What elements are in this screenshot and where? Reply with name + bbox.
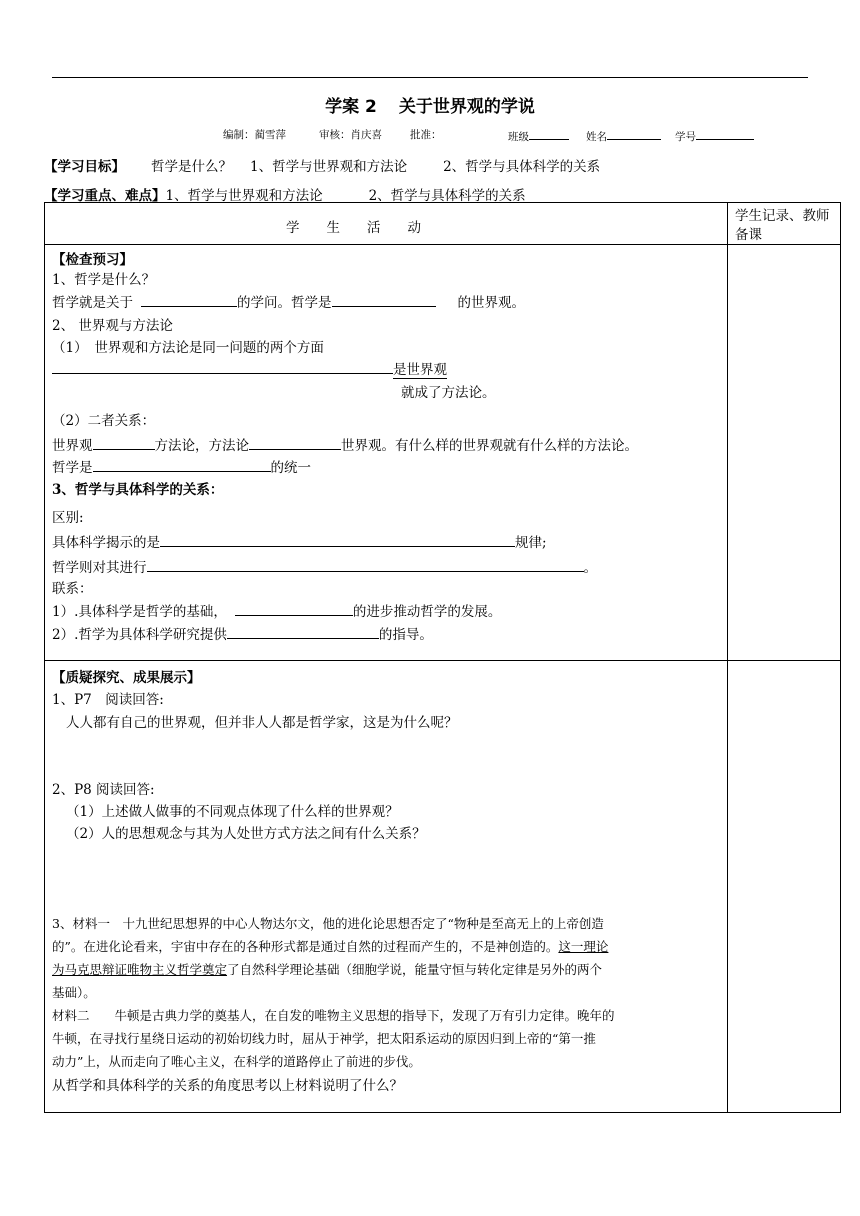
- explore-p8: 2、P8 阅读回答:: [52, 782, 155, 798]
- q1-text-c: 的世界观。: [457, 295, 525, 311]
- diff-2-text-b: 。: [583, 560, 597, 576]
- q1-text-a: 哲学就是关于: [52, 295, 133, 311]
- material-2-line-2: 牛顿，在寻找行星绕日运动的初始切线力时，屈从于神学，把太阳系运动的原因归到上帝的“第一推: [52, 1031, 596, 1046]
- final-question: 从哲学和具体科学的关系的角度思考以上材料说明了什么？: [52, 1078, 403, 1094]
- preview-heading: 【检查预习】: [52, 252, 133, 268]
- link-1-blank[interactable]: [235, 603, 353, 616]
- diff-1-blank[interactable]: [160, 534, 515, 547]
- explore-p8-question-1: （1）上述做人做事的不同观点体现了什么样的世界观？: [66, 804, 399, 820]
- learning-goals-question: 哲学是什么？: [151, 159, 232, 175]
- compiler-label: 编制：蔺雪萍: [223, 129, 286, 141]
- class-field[interactable]: [508, 127, 569, 144]
- q2-2-blank-2[interactable]: [249, 437, 341, 450]
- explore-p8-question-2: （2）人的思想观念与其为人处世方式方法之间有什么关系？: [66, 826, 426, 842]
- q2-3-text-a: 哲学是: [52, 460, 93, 476]
- preview-q1: 1、哲学是什么？: [52, 272, 156, 288]
- name-field[interactable]: [586, 127, 661, 144]
- header-rule: [52, 77, 808, 78]
- q2-2-text-b: 方法论，方法论: [154, 438, 249, 454]
- class-blank[interactable]: [529, 127, 569, 140]
- material-2-line-1: 材料二 牛顿是古典力学的奠基人，在自发的唯物主义思想的指导下，发现了万有引力定律。晚年的: [52, 1008, 615, 1023]
- preview-difference: 区别:: [52, 510, 84, 526]
- diff-1-text-b: 规律;: [515, 535, 547, 551]
- diff-2-text-a: 哲学则对其进行: [52, 560, 147, 576]
- material-1-line-4: 基础）。: [52, 985, 96, 1000]
- q2-1-blank-1[interactable]: [52, 361, 393, 374]
- material-2-line-3: 动力”上，从而走向了唯心主义，在科学的道路停止了前进的步伐。: [52, 1054, 421, 1069]
- q2-3-blank[interactable]: [93, 459, 271, 472]
- preview-link-2: [52, 623, 433, 643]
- student-id-label: 学号: [675, 131, 696, 143]
- preview-q2-2-line: [52, 434, 638, 454]
- key-points: [44, 184, 526, 204]
- key-point-1: 1、哲学与世界观和方法论: [165, 188, 323, 204]
- preview-q2-1-line2: 就成了方法论。: [401, 385, 496, 401]
- explore-p7: 1、P7 阅读回答:: [52, 692, 164, 708]
- name-label: 姓名: [586, 131, 607, 143]
- table-column-divider: [727, 202, 728, 1113]
- material-1-line-1: 3、材料一 十九世纪思想界的中心人物达尔文，他的进化论思想否定了“物种是至高无上的上帝创造: [52, 916, 604, 931]
- link-2-text-b: 的指导。: [378, 627, 433, 643]
- q2-2-blank-1[interactable]: [93, 437, 155, 450]
- preview-q1-answer: [52, 291, 525, 311]
- learning-goal-2: 2、哲学与具体科学的关系: [443, 159, 601, 175]
- q2-2-text-c: 世界观。有什么样的世界观就有什么样的方法论。: [341, 438, 638, 454]
- key-point-2: 2、哲学与具体科学的关系: [368, 188, 526, 204]
- learning-goals-label: 【学习目标】: [44, 159, 125, 175]
- explore-p7-question: 人人都有自己的世界观，但并非人人都是哲学家，这是为什么呢？: [66, 715, 458, 731]
- material-1-underlined-b: 为马克思辩证唯物主义哲学奠定: [52, 962, 228, 977]
- q1-blank-1[interactable]: [141, 294, 237, 307]
- explore-heading: 【质疑探究、成果展示】: [52, 670, 201, 686]
- material-1-line-3-text: 了自然科学理论基础（细胞学说，能量守恒与转化定律是另外的两个: [227, 962, 603, 977]
- material-1-line-3: [52, 960, 602, 978]
- preview-difference-1: [52, 531, 547, 551]
- title-lesson-number: 学案 2: [325, 97, 377, 117]
- preview-q2-2: （2）二者关系：: [52, 413, 156, 429]
- preview-q2-1: （1） 世界观和方法论是同一问题的两个方面: [52, 340, 324, 356]
- preview-q2: 2、 世界观与方法论: [52, 318, 173, 334]
- student-id-blank[interactable]: [696, 127, 754, 140]
- preview-q3: 3、哲学与具体科学的关系：: [52, 482, 224, 498]
- page-title: [0, 92, 860, 117]
- table-section-divider: [44, 660, 841, 661]
- q2-2-text-a: 世界观: [52, 438, 93, 454]
- preview-q2-3-line: [52, 456, 311, 476]
- preview-q2-1-line1: [52, 358, 447, 379]
- learning-goal-1: 1、哲学与世界观和方法论: [250, 159, 408, 175]
- approver-label: 批准：: [410, 129, 442, 141]
- link-1-text-a: 1）.具体科学是哲学的基础，: [52, 604, 227, 620]
- diff-2-blank[interactable]: [147, 559, 584, 572]
- preview-link: 联系：: [52, 581, 93, 597]
- class-label: 班级: [508, 131, 529, 143]
- learning-goals: [44, 155, 600, 175]
- name-blank[interactable]: [607, 127, 661, 140]
- link-2-blank[interactable]: [227, 626, 379, 639]
- material-1-line-2: [52, 937, 608, 955]
- q1-text-b: 的学问。哲学是: [237, 295, 332, 311]
- key-points-label: 【学习重点、难点】: [44, 188, 166, 204]
- student-id-field[interactable]: [675, 127, 754, 144]
- preview-difference-2: [52, 556, 597, 576]
- material-1-line-2-text: 的”。在进化论看来，宇宙中存在的各种形式都是通过自然的过程而产生的，不是神创造的。: [52, 939, 559, 954]
- q2-3-text-b: 的统一: [270, 460, 311, 476]
- table-header-main: 学 生 活 动: [286, 220, 421, 236]
- link-1-text-b: 的进步推动哲学的发展。: [352, 604, 502, 620]
- preview-link-1: [52, 600, 501, 620]
- q1-blank-2[interactable]: [332, 294, 436, 307]
- table-header-side: 学生记录、教师备课: [735, 208, 830, 243]
- table-header-divider: [44, 244, 841, 245]
- title-topic: 关于世界观的学说: [398, 97, 535, 117]
- diff-1-text-a: 具体科学揭示的是: [52, 535, 160, 551]
- q2-1-text-a: 是世界观: [393, 358, 447, 379]
- material-1-underlined-a: 这一理论: [558, 939, 609, 954]
- reviewer-label: 审核：肖庆喜: [319, 129, 382, 141]
- link-2-text-a: 2）.哲学为具体科学研究提供: [52, 627, 227, 643]
